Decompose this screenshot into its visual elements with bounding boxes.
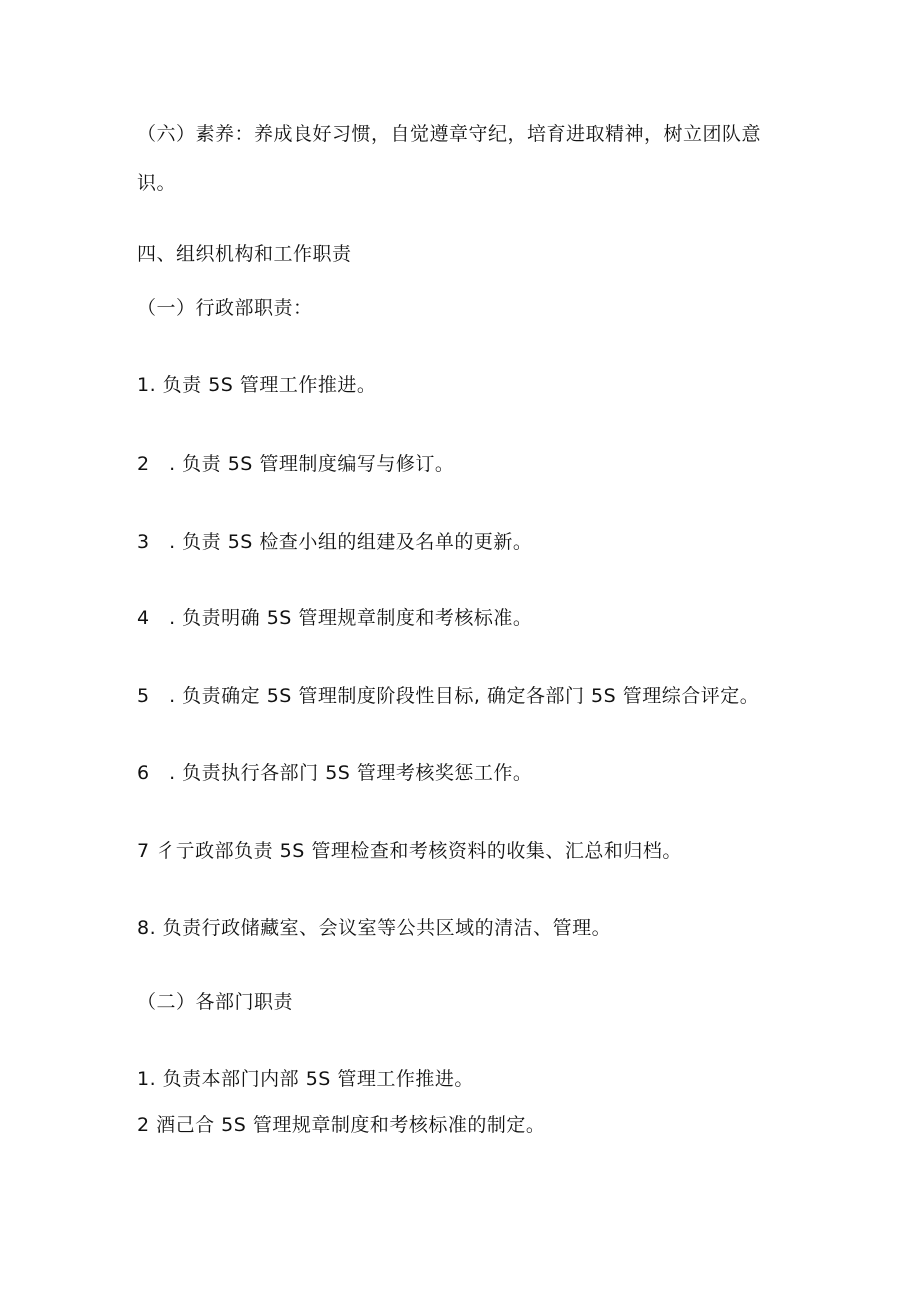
admin-duty-item-5: 5 . 负责确定 5S 管理制度阶段性目标, 确定各部门 5S 管理综合评定。 (137, 685, 760, 707)
section-heading-organization: 四、组织机构和工作职责 (137, 243, 352, 265)
admin-duty-item-8: 8. 负责行政储藏室、会议室等公共区域的清洁、管理。 (137, 917, 612, 939)
admin-duty-item-1: 1. 负责 5S 管理工作推进。 (137, 374, 377, 396)
paragraph-literacy: （六）素养：养成良好习惯，自觉遵章守纪，培育进取精神，树立团队意 (137, 123, 762, 145)
admin-duty-item-4: 4 . 负责明确 5S 管理规章制度和考核标准。 (137, 607, 533, 629)
subheading-admin-duties: （一）行政部职责： (137, 297, 313, 319)
paragraph-literacy-continued: 识。 (137, 172, 177, 194)
admin-duty-item-6: 6 . 负责执行各部门 5S 管理考核奖惩工作。 (137, 762, 533, 784)
department-duty-item-1: 1. 负责本部门内部 5S 管理工作推进。 (137, 1068, 474, 1090)
admin-duty-item-2: 2 . 负责 5S 管理制度编写与修订。 (137, 453, 455, 475)
admin-duty-item-7: 7 彳亍政部负责 5S 管理检查和考核资料的收集、汇总和归档。 (137, 840, 682, 862)
subheading-department-duties: （二）各部门职责 (137, 991, 294, 1013)
admin-duty-item-3: 3 . 负责 5S 检查小组的组建及名单的更新。 (137, 531, 533, 553)
department-duty-item-2: 2 酒己合 5S 管理规章制度和考核标准的制定。 (137, 1114, 546, 1136)
